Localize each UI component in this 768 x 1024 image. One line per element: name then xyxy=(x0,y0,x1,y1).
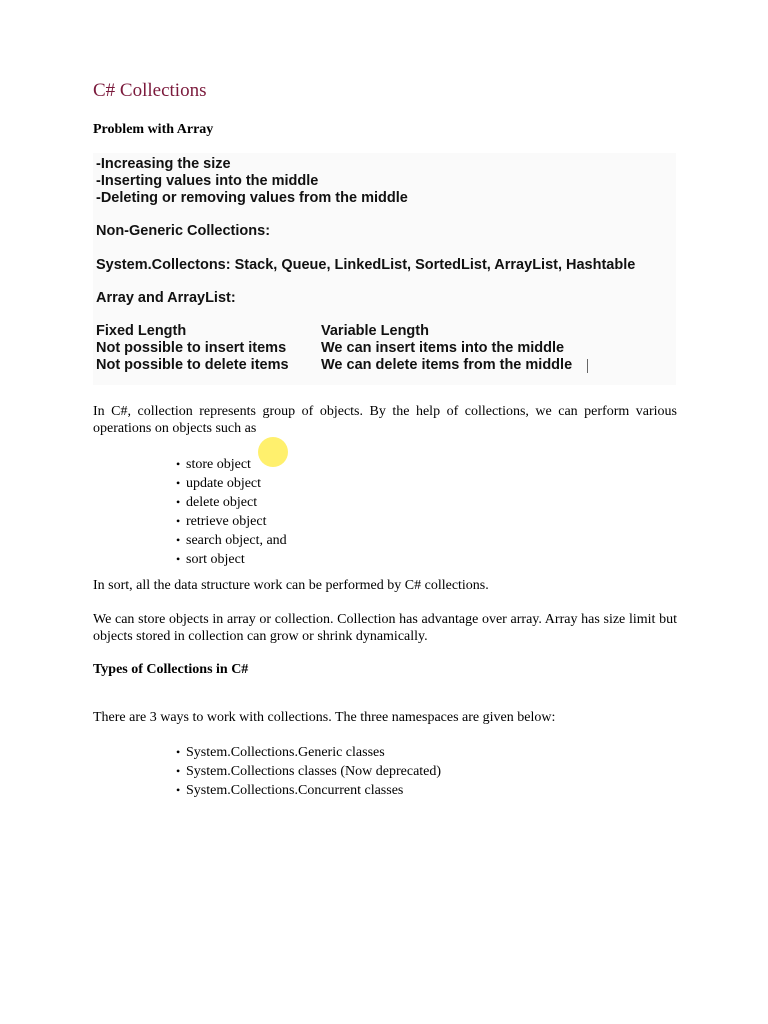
summary-paragraph: In sort, all the data structure work can be performed by C# collections. xyxy=(93,578,489,593)
operations-list xyxy=(176,455,287,569)
list-item: • sort object xyxy=(176,552,245,567)
bullet-icon: • xyxy=(176,457,181,471)
namespaces-intro-paragraph: There are 3 ways to work with collections. The three namespaces are given below: xyxy=(93,710,556,725)
screenshot-array-arraylist-heading: Array and ArrayList: xyxy=(96,290,236,306)
namespaces-list xyxy=(176,743,441,800)
page-title: C# Collections xyxy=(93,80,207,101)
list-item: • System.Collections classes (Now deprecated) xyxy=(176,764,442,779)
bullet-icon: • xyxy=(176,514,181,528)
text-cursor-icon xyxy=(587,359,588,373)
screenshot-system-collections-line: System.Collectons: Stack, Queue, LinkedList, SortedList, ArrayList, Hashtable xyxy=(96,257,636,273)
screenshot-right-col-item: Variable Length xyxy=(321,323,429,339)
bullet-icon: • xyxy=(176,783,181,797)
list-item: • delete object xyxy=(176,495,258,510)
bullet-icon: • xyxy=(176,476,181,490)
array-vs-collection-paragraph: We can store objects in array or collection. Collection has advantage over array. Array has size limit but objects stored in collection can grow or shrink dynamically. xyxy=(93,612,677,644)
screenshot-left-col-item: Not possible to delete items xyxy=(96,357,289,373)
bullet-icon: • xyxy=(176,745,181,759)
screenshot-left-col-item: Not possible to insert items xyxy=(96,340,287,356)
screenshot-right-col-item: We can insert items into the middle xyxy=(321,340,565,356)
list-item: • System.Collections.Concurrent classes xyxy=(176,783,404,798)
screenshot-line-increasing-size: -Increasing the size xyxy=(96,156,231,172)
intro-paragraph: In C#, collection represents group of objects. By the help of collections, we can perform various operations on objects such as xyxy=(93,404,677,436)
list-item: • store object xyxy=(176,457,251,472)
section-heading-types-of-collections: Types of Collections in C# xyxy=(93,662,249,677)
screenshot-non-generic-heading: Non-Generic Collections: xyxy=(96,223,271,239)
embedded-screenshot xyxy=(93,153,676,385)
list-item: • search object, and xyxy=(176,533,287,548)
bullet-icon: • xyxy=(176,533,181,547)
screenshot-right-col-item: We can delete items from the middle xyxy=(321,357,573,373)
list-item: • System.Collections.Generic classes xyxy=(176,745,385,760)
screenshot-left-col-item: Fixed Length xyxy=(96,323,187,339)
bullet-icon: • xyxy=(176,764,181,778)
bullet-icon: • xyxy=(176,552,181,566)
screenshot-line-deleting-values: -Deleting or removing values from the middle xyxy=(96,190,408,206)
bullet-icon: • xyxy=(176,495,181,509)
list-item: • retrieve object xyxy=(176,514,267,529)
list-item: • update object xyxy=(176,476,262,491)
section-heading-problem-with-array: Problem with Array xyxy=(93,122,214,137)
screenshot-line-inserting-values: -Inserting values into the middle xyxy=(96,173,319,189)
